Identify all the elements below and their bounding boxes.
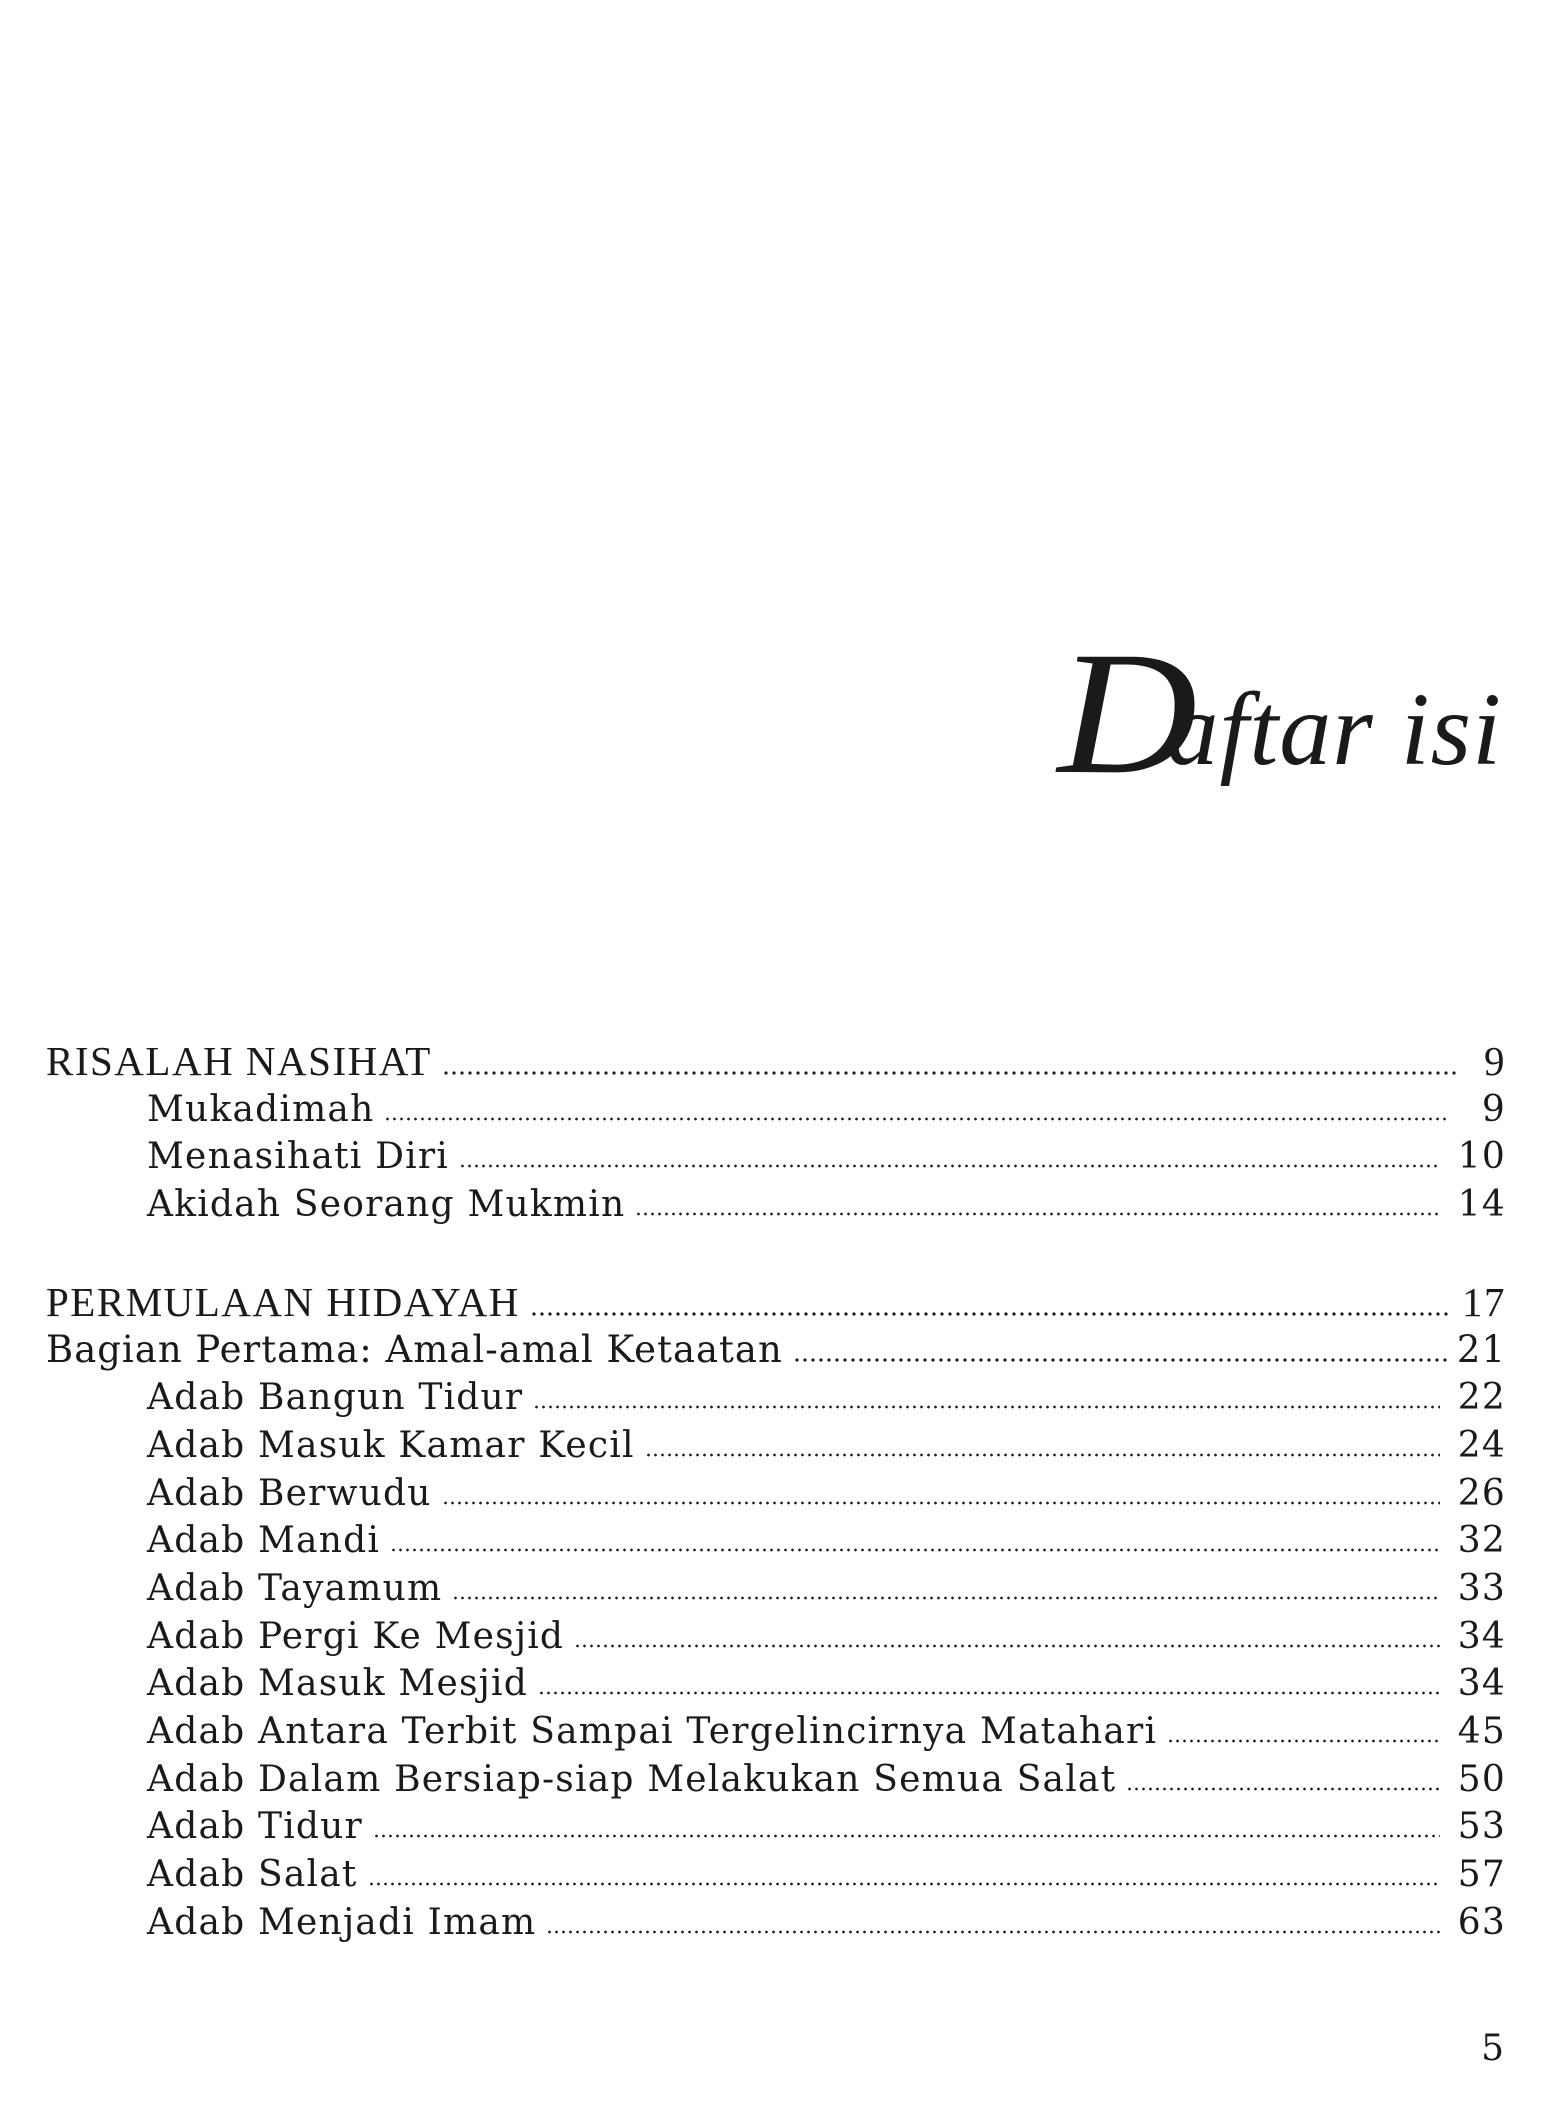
toc-page-number: 9 bbox=[1484, 1038, 1506, 1084]
dot-leader bbox=[538, 1691, 1440, 1695]
toc-page-number: 14 bbox=[1457, 1184, 1506, 1226]
toc-page-number: 63 bbox=[1457, 1901, 1506, 1943]
dot-leader bbox=[533, 1405, 1439, 1409]
page-title bbox=[1057, 616, 1502, 811]
dot-leader bbox=[635, 1212, 1439, 1216]
toc-entry-label: Adab Masuk Mesjid bbox=[147, 1663, 528, 1705]
toc-page-number: 34 bbox=[1457, 1615, 1506, 1657]
dot-leader bbox=[546, 1930, 1439, 1934]
toc-entry[interactable] bbox=[46, 1803, 1506, 1851]
toc-entry[interactable] bbox=[46, 1422, 1506, 1470]
group-spacer bbox=[46, 1229, 1506, 1279]
toc-entry-label: Adab Tayamum bbox=[147, 1567, 443, 1609]
dot-leader bbox=[390, 1548, 1440, 1552]
dot-leader bbox=[1167, 1739, 1440, 1743]
toc-entry-label: Adab Salat bbox=[147, 1854, 358, 1895]
toc-page-number: 34 bbox=[1457, 1663, 1506, 1705]
toc-heading-risalah-nasihat[interactable] bbox=[46, 1038, 1506, 1086]
toc-page-number: 10 bbox=[1457, 1136, 1506, 1178]
toc-entry[interactable] bbox=[46, 1756, 1506, 1804]
toc-entry[interactable] bbox=[46, 1086, 1506, 1134]
toc-entry-label: Adab Antara Terbit Sampai Tergelincirnya Matahari bbox=[147, 1710, 1158, 1752]
toc-entry-label: Adab Tidur bbox=[147, 1806, 363, 1848]
dot-leader bbox=[530, 1312, 1452, 1316]
toc-page-number: 45 bbox=[1457, 1710, 1506, 1752]
toc-heading-label: PERMULAAN HIDAYAH bbox=[46, 1278, 520, 1325]
dot-leader bbox=[384, 1117, 1448, 1121]
toc-entry-label: Adab Bangun Tidur bbox=[147, 1377, 524, 1419]
toc-entry-label: Adab Masuk Kamar Kecil bbox=[147, 1424, 635, 1466]
toc-entry-label: Adab Dalam Bersiap-siap Melakukan Semua Salat bbox=[147, 1758, 1117, 1800]
toc-entry-label: Akidah Seorang Mukmin bbox=[147, 1184, 626, 1226]
toc-entry-label: Adab Berwudu bbox=[147, 1472, 432, 1514]
toc-entry[interactable] bbox=[46, 1374, 1506, 1422]
toc-section-label: Bagian Pertama: Amal-amal Ketaatan bbox=[46, 1328, 783, 1372]
toc-entry[interactable] bbox=[46, 1613, 1506, 1661]
toc-entry-label: Adab Mandi bbox=[147, 1520, 381, 1562]
dot-leader bbox=[442, 1501, 1440, 1505]
toc-page-number: 22 bbox=[1457, 1377, 1506, 1419]
toc-entry[interactable] bbox=[46, 1899, 1506, 1947]
toc-entry-label: Menasihati Diri bbox=[147, 1136, 449, 1178]
toc-page-number: 17 bbox=[1462, 1278, 1506, 1325]
toc-entry-label: Adab Menjadi Imam bbox=[147, 1901, 537, 1943]
toc-entry[interactable] bbox=[46, 1470, 1506, 1518]
toc-entry[interactable] bbox=[46, 1660, 1506, 1708]
toc-entry[interactable] bbox=[46, 1708, 1506, 1756]
dot-leader bbox=[574, 1644, 1440, 1648]
dot-leader bbox=[645, 1453, 1440, 1457]
title-initial: D bbox=[1057, 616, 1199, 811]
toc-page-number: 21 bbox=[1456, 1328, 1506, 1372]
page-number: 5 bbox=[1481, 2028, 1504, 2069]
table-of-contents bbox=[46, 1038, 1506, 1946]
toc-page-number: 26 bbox=[1457, 1472, 1506, 1514]
toc-entry[interactable] bbox=[46, 1133, 1506, 1181]
toc-page-number: 32 bbox=[1457, 1520, 1506, 1562]
toc-section-bagian-pertama[interactable] bbox=[46, 1326, 1506, 1374]
dot-leader bbox=[373, 1834, 1440, 1838]
title-rest: aftar isi bbox=[1166, 672, 1502, 787]
toc-page-number: 57 bbox=[1457, 1854, 1506, 1895]
toc-page-number: 24 bbox=[1457, 1424, 1506, 1466]
dot-leader bbox=[452, 1596, 1439, 1600]
dot-leader bbox=[793, 1358, 1447, 1362]
toc-page-number: 33 bbox=[1457, 1567, 1506, 1609]
toc-entry-label: Adab Pergi Ke Mesjid bbox=[147, 1615, 565, 1657]
toc-entry[interactable] bbox=[46, 1851, 1506, 1899]
toc-page-number: 50 bbox=[1457, 1758, 1506, 1800]
toc-entry-label: Mukadimah bbox=[147, 1088, 375, 1130]
toc-page-number: 53 bbox=[1457, 1806, 1506, 1848]
toc-heading-label: RISALAH NASIHAT bbox=[46, 1038, 432, 1084]
toc-entry[interactable] bbox=[46, 1517, 1506, 1565]
dot-leader bbox=[459, 1164, 1440, 1168]
toc-heading-permulaan-hidayah[interactable] bbox=[46, 1279, 1506, 1327]
dot-leader bbox=[442, 1071, 1456, 1075]
dot-leader bbox=[1126, 1787, 1440, 1791]
toc-entry[interactable] bbox=[46, 1181, 1506, 1229]
dot-leader bbox=[368, 1882, 1440, 1886]
toc-page-number: 9 bbox=[1481, 1088, 1506, 1130]
toc-entry[interactable] bbox=[46, 1565, 1506, 1613]
